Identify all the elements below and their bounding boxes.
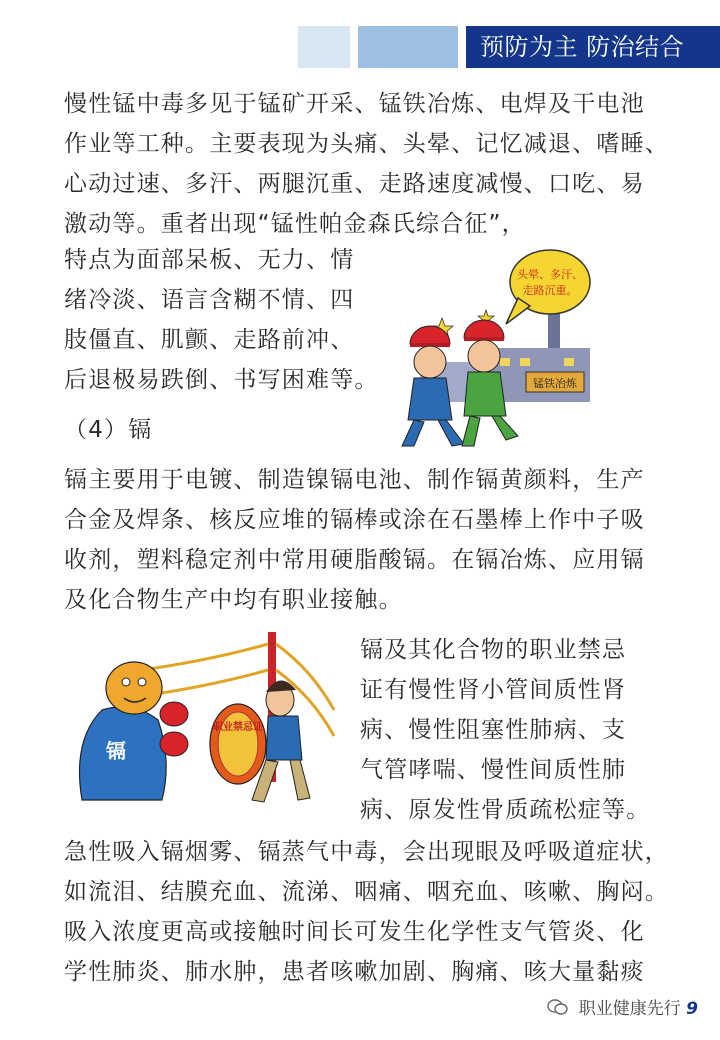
cadmium-monster xyxy=(80,662,189,800)
text-line: 气管哮喘、慢性间质性肺 xyxy=(360,757,627,783)
text-line: 镉及其化合物的职业禁忌 xyxy=(360,637,627,663)
speech-line: 走路沉重。 xyxy=(522,285,578,297)
header-decor-block-light xyxy=(298,26,350,68)
text-line: 病、慢性阻塞性肺病、支 xyxy=(360,717,627,743)
text-line: 吸入浓度更高或接触时间长可发生化学性支气管炎、化 xyxy=(64,919,645,945)
page-number: 9 xyxy=(686,999,698,1019)
section-heading-text: （4）镉 xyxy=(64,417,153,443)
footer-watermark xyxy=(547,994,698,1021)
header-decor-block-mid xyxy=(358,26,458,68)
text-line: 心动过速、多汗、两腿沉重、走路速度减慢、口吃、易 xyxy=(64,171,645,197)
text-line: 作业等工种。主要表现为头痛、头晕、记忆减退、嗜睡、 xyxy=(64,131,669,157)
shield-text: 职业禁忌证 xyxy=(213,722,263,733)
text-line: 后退极易跌倒、书写困难等。 xyxy=(64,367,379,393)
section-heading-cadmium xyxy=(64,410,152,450)
cadmium-boxing-illustration xyxy=(62,630,352,810)
text-line: 绪冷淡、语言含糊不情、四 xyxy=(64,287,355,313)
text-line: 合金及焊条、核反应堆的镉棒或涂在石墨棒上作中子吸 xyxy=(64,507,645,533)
text-line: 如流泪、结膜充血、流涕、咽痛、咽充血、咳嗽、胸闷。 xyxy=(64,879,669,905)
footer-account-name: 职业健康先行 xyxy=(578,999,681,1019)
cadmium-acute-poisoning xyxy=(64,832,669,992)
text-line: 收剂，塑料稳定剂中常用硬脂酸镉。在镉冶炼、应用镉 xyxy=(64,547,645,573)
text-line: 镉主要用于电镀、制造镍镉电池、制作镉黄颜料，生产 xyxy=(64,467,645,493)
text-line: 及化合物生产中均有职业接触。 xyxy=(64,587,403,613)
cadmium-contraindications xyxy=(360,630,650,830)
text-line: 学性肺炎、肺水肿，患者咳嗽加剧、胸痛、咳大量黏痰 xyxy=(64,959,645,985)
text-line: 证有慢性肾小管间质性肾 xyxy=(360,677,627,703)
text-line: 急性吸入镉烟雾、镉蒸气中毒，会出现眼及呼吸道症状， xyxy=(64,839,669,865)
text-line: 肢僵直、肌颤、走路前冲、 xyxy=(64,327,355,353)
manganese-workers-illustration xyxy=(380,240,650,460)
wechat-icon xyxy=(547,998,569,1021)
speech-bubble xyxy=(506,250,590,324)
manganese-intro xyxy=(64,84,669,244)
speech-line: 头晕、多汗、 xyxy=(517,269,583,281)
header-title: 预防为主 防治结合 xyxy=(466,26,720,68)
text-line: 激动等。重者出现“锰性帕金森氏综合征”， xyxy=(64,211,526,237)
text-line: 病、原发性骨质疏松症等。 xyxy=(360,797,651,823)
cadmium-usage xyxy=(64,460,645,620)
text-line: 特点为面部呆板、无力、情 xyxy=(64,247,355,273)
factory-sign: 锰铁冶炼 xyxy=(533,378,577,390)
monster-label: 镉 xyxy=(106,741,126,763)
manganese-syndrome xyxy=(64,240,379,400)
worker-with-shield xyxy=(210,680,310,802)
text-line: 慢性锰中毒多见于锰矿开采、锰铁冶炼、电焊及干电池 xyxy=(64,91,645,117)
